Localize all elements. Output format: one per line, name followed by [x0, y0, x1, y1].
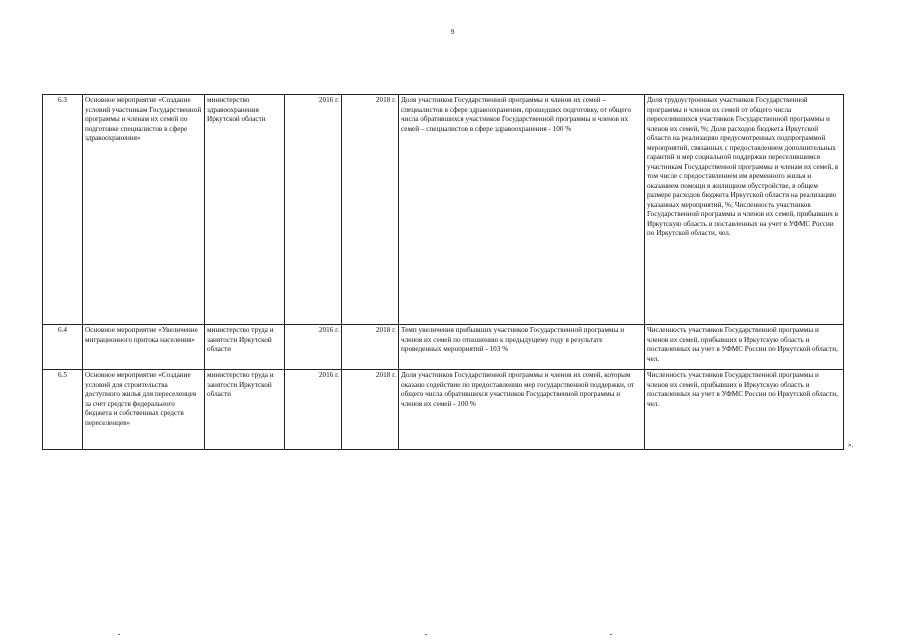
row-number-cell: 6.4: [43, 325, 83, 370]
start-year-cell: 2016 г.: [285, 95, 342, 325]
scan-speck: [118, 634, 120, 635]
end-year-cell: 2018 г.: [342, 325, 399, 370]
start-year-cell: 2016 г.: [285, 370, 342, 450]
closing-quote-mark: ».: [848, 441, 854, 449]
expected-result-cell: Доля участников Государственной программы и членов их семей, которым оказано содействие по предоставлению мер государственной поддержки, от общего числа обратившихся участников Государственной программы и членов их семей - 100 %: [399, 370, 645, 450]
table-row-6-3: [43, 95, 844, 325]
scan-speck: [610, 634, 612, 635]
end-year-cell: 2018 г.: [342, 370, 399, 450]
event-name-cell: Основное мероприятие «Создание условий для строительства доступного жилья для переселенцев за счет средств федерального бюджета и собственных средств переселенцев»: [83, 370, 205, 450]
program-events-table: [42, 94, 844, 450]
expected-result-cell: Темп увеличения прибывших участников Государственной программы и членов их семей по отношению к предыдущему году в результате проведенных мероприятий - 103 %: [399, 325, 645, 370]
end-year-cell: 2018 г.: [342, 95, 399, 325]
indicators-cell: Доля трудоустроенных участников Государственной программы и членов их семей от общего числа переселившихся участников Государственной программы и членов их семей, %; Доля расходов бюджета Иркутской области на реализацию предусмотренных подпрограммой мероприятий, связанных с предоставлением дополнительных гарантий и мер социальной поддержки переселившимся участникам Государственной программы и членам их семей, в том числе с предоставлением им временного жилья и оказанием помощи в жилищном обустройстве, в общем размере расходов бюджета Иркутской области на реализацию указанных мероприятий, %; Численность участников Государственной программы и членов их семей, прибывших в Иркутскую область и поставленных на учет в УФМС России по Иркутской области, чел.: [645, 95, 844, 325]
start-year-cell: 2016 г.: [285, 325, 342, 370]
row-number-cell: 6.3: [43, 95, 83, 325]
row-number-cell: 6.5: [43, 370, 83, 450]
page-number: 9: [450, 28, 455, 36]
event-name-cell: Основное мероприятие «Увеличение миграционного притока населения»: [83, 325, 205, 370]
table-row-6-5: [43, 370, 844, 450]
indicators-cell: Численность участников Государственной программы и членов их семей, прибывших в Иркутскую область и поставленных на учет в УФМС России по Иркутской области, чел.: [645, 370, 844, 450]
executor-cell: министерство труда и занятости Иркутской области: [205, 325, 285, 370]
event-name-cell: Основное мероприятие «Создание условий участникам Государственной программы и членам их семей по подготовке специалистов в сфере здравоохранения»: [83, 95, 205, 325]
indicators-cell: Численность участников Государственной программы и членов их семей, прибывших в Иркутскую область и поставленных на учет в УФМС России по Иркутской области, чел.: [645, 325, 844, 370]
executor-cell: министерство труда и занятости Иркутской области: [205, 370, 285, 450]
executor-cell: министерство здравоохранения Иркутской области: [205, 95, 285, 325]
table-row-6-4: [43, 325, 844, 370]
expected-result-cell: Доля участников Государственной программы и членов их семей – специалистов в сфере здравоохранения, прошедших подготовку, от общего числа обратившихся участников Государственной программы и членов их семей – специалистов в сфере здравоохранения - 100 %: [399, 95, 645, 325]
scan-speck: [425, 634, 427, 635]
